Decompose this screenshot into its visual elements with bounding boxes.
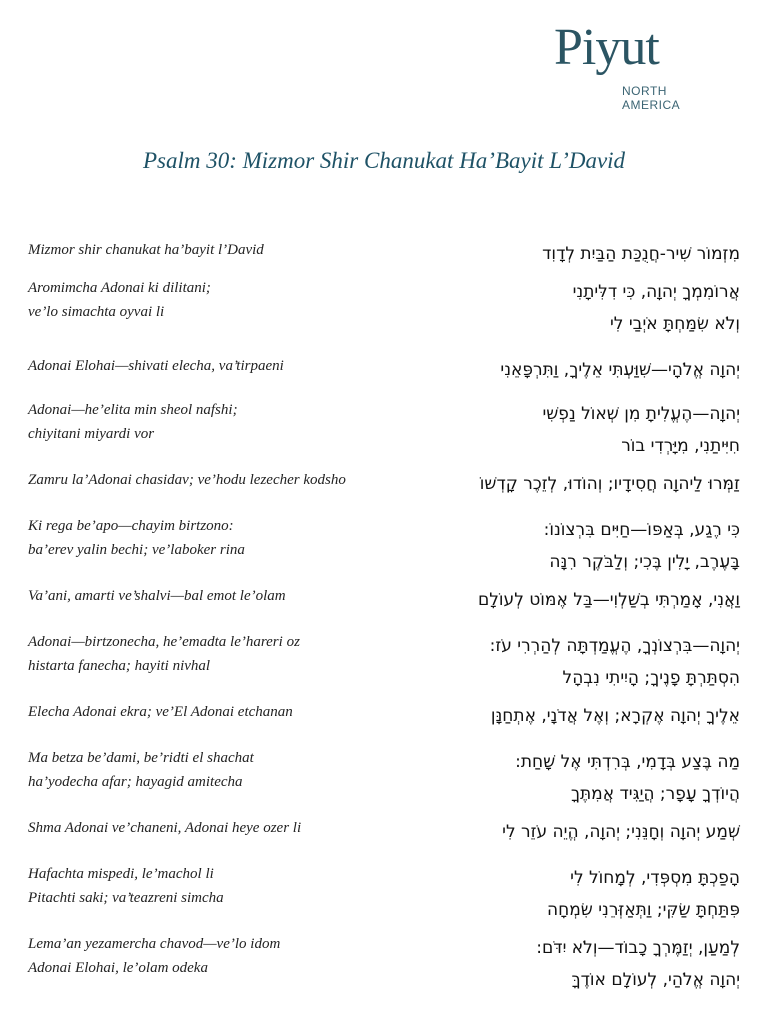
hebrew-text bbox=[388, 932, 740, 996]
verse-row bbox=[28, 932, 740, 996]
transliteration-line: Adonai Elohai, le’olam odeka bbox=[28, 960, 208, 976]
transliteration-line: histarta fanecha; hayiti nivhal bbox=[28, 658, 211, 674]
hebrew-line: מִזְמוֹר שִׁיר-חֲנֻכַּת הַבַּיִת לְדָוִד bbox=[542, 244, 740, 264]
verse-row bbox=[28, 700, 740, 732]
transliteration bbox=[28, 862, 388, 910]
verse-list bbox=[28, 238, 740, 996]
hebrew-line: בָּעֶרֶב, יָלִין בֶּכִי; וְלַבֹּקֶר רִנָּה bbox=[549, 552, 740, 572]
transliteration bbox=[28, 816, 388, 840]
hebrew-text bbox=[388, 398, 740, 462]
hebrew-text bbox=[388, 238, 740, 270]
transliteration-line: Aromimcha Adonai ki dilitani; bbox=[28, 280, 211, 296]
hebrew-text bbox=[388, 816, 740, 848]
hebrew-line: אֵלֶיךָ יְהוָה אֶקְרָא; וְאֶל אֲדֹנָי, אֶתְחַנָּן bbox=[490, 706, 740, 726]
transliteration bbox=[28, 468, 388, 492]
transliteration bbox=[28, 238, 388, 262]
transliteration-line: Mizmor shir chanukat ha’bayit l’David bbox=[28, 242, 264, 258]
hebrew-text bbox=[388, 630, 740, 694]
transliteration bbox=[28, 354, 388, 378]
transliteration-line: Zamru la’Adonai chasidav; ve’hodu lezecher kodsho bbox=[28, 472, 346, 488]
hebrew-line: מַה בֶּצַע בְּדָמִי, בְּרִדְתִּי אֶל שָׁחַת: bbox=[515, 752, 740, 772]
transliteration-line: Ki rega be’apo—chayim birtzono: bbox=[28, 518, 234, 534]
transliteration bbox=[28, 746, 388, 794]
transliteration-line: Adonai—birtzonecha, he’emadta le’hareri oz bbox=[28, 634, 300, 650]
logo-word: Piyut bbox=[554, 19, 659, 76]
hebrew-line: אֲרוֹמִמְךָ יְהוָה, כִּי דִלִּיתָנִי bbox=[572, 282, 740, 302]
verse-row bbox=[28, 862, 740, 926]
transliteration bbox=[28, 700, 388, 724]
verse-row bbox=[28, 276, 740, 340]
transliteration-line: chiyitani miyardi vor bbox=[28, 426, 155, 442]
transliteration-line: ba’erev yalin bechi; ve’laboker rina bbox=[28, 542, 245, 558]
hebrew-text bbox=[388, 862, 740, 926]
transliteration-line: Elecha Adonai ekra; ve’El Adonai etchanan bbox=[28, 704, 293, 720]
logo-subtitle: NORTH AMERICA bbox=[622, 84, 681, 112]
hebrew-line: חִיִּיתַנִי, מִיָּרְדִי בוֹר bbox=[621, 436, 740, 456]
verse-row bbox=[28, 468, 740, 500]
hebrew-line: הָפַכְתָּ מִסְפְּדִי, לְמָחוֹל לִי bbox=[570, 868, 740, 888]
transliteration bbox=[28, 584, 388, 608]
verse-row bbox=[28, 584, 740, 616]
hebrew-text bbox=[388, 514, 740, 578]
transliteration-line: Va’ani, amarti ve’shalvi—bal emot le’olam bbox=[28, 588, 286, 604]
transliteration bbox=[28, 932, 388, 980]
transliteration bbox=[28, 276, 388, 324]
transliteration-line: Ma betza be’dami, be’ridti el shachat bbox=[28, 750, 254, 766]
verse-row bbox=[28, 746, 740, 810]
hebrew-line: יְהוָה אֱלֹהַי, לְעוֹלָם אוֹדֶךָּ bbox=[571, 970, 740, 990]
transliteration-line: ve’lo simachta oyvai li bbox=[28, 304, 165, 320]
hebrew-text bbox=[388, 276, 740, 340]
hebrew-line: יְהוָה—בִּרְצוֹנְךָ, הֶעֱמַדְתָּה לְהַרְרִי עֹז: bbox=[489, 636, 740, 656]
verse-row bbox=[28, 354, 740, 386]
verse-row bbox=[28, 398, 740, 462]
transliteration bbox=[28, 398, 388, 446]
transliteration-line: Hafachta mispedi, le’machol li bbox=[28, 866, 214, 882]
page-title: Psalm 30: Mizmor Shir Chanukat Ha’Bayit L’David bbox=[142, 148, 626, 173]
transliteration-line: Adonai—he’elita min sheol nafshi; bbox=[28, 402, 238, 418]
verse-row bbox=[28, 514, 740, 578]
hebrew-line: הִסְתַּרְתָּ פָנֶיךָ; הָיִיתִי נִבְהָל bbox=[562, 668, 740, 688]
hebrew-line: יְהוָה—הֶעֱלִיתָ מִן שְׁאוֹל נַפְשִׁי bbox=[542, 404, 740, 424]
hebrew-line: שְׁמַע יְהוָה וְחָנֵּנִי; יְהוָה, הֱיֵה עֹזֵר לִי bbox=[502, 822, 740, 842]
hebrew-line: לְמַעַן, יְזַמֶּרְךָ כָבוֹד—וְלֹא יִדֹּם: bbox=[536, 938, 740, 958]
hebrew-text bbox=[388, 354, 740, 386]
hebrew-text bbox=[388, 700, 740, 732]
transliteration-line: ha’yodecha afar; hayagid amitecha bbox=[28, 774, 243, 790]
hebrew-line: וַאֲנִי, אָמַרְתִּי בְשַׁלְוִי—בַּל אֶמּוֹט לְעוֹלָם bbox=[477, 590, 740, 610]
hebrew-line: וְלֹא שִׂמַּחְתָּ אֹיְבַי לִי bbox=[610, 314, 740, 334]
transliteration-line: Adonai Elohai—shivati elecha, va’tirpaeni bbox=[28, 358, 284, 374]
verse-row bbox=[28, 816, 740, 848]
hebrew-text bbox=[388, 584, 740, 616]
hebrew-text bbox=[388, 468, 740, 500]
hebrew-line: זַמְּרוּ לַיהוָה חֲסִידָיו; וְהוֹדוּ, לְזֵכֶר קָדְשׁוֹ bbox=[479, 474, 740, 494]
verse-row bbox=[28, 630, 740, 694]
piyut-logo bbox=[552, 19, 728, 112]
hebrew-line: כִּי רֶגַע, בְּאַפּוֹ—חַיִּים בִּרְצוֹנוֹ: bbox=[543, 520, 740, 540]
transliteration-line: Shma Adonai ve’chaneni, Adonai heye ozer li bbox=[28, 820, 302, 836]
hebrew-line: פִּתַּחְתָּ שַׂקִּי; וַתְּאַזְּרֵנִי שִׂמְחָה bbox=[547, 900, 740, 920]
hebrew-text bbox=[388, 746, 740, 810]
transliteration-line: Lema’an yezamercha chavod—ve’lo idom bbox=[28, 936, 281, 952]
transliteration bbox=[28, 514, 388, 562]
transliteration-line: Pitachti saki; va’teazreni simcha bbox=[28, 890, 224, 906]
hebrew-line: הֲיוֹדְךָ עָפָר; הֲיַגִּיד אֲמִתֶּךָ bbox=[570, 784, 740, 804]
transliteration bbox=[28, 630, 388, 678]
hebrew-line: יְהוָה אֱלֹהָי—שִׁוַּעְתִּי אֵלֶיךָ, וַתִּרְפָּאֵנִי bbox=[500, 360, 740, 380]
verse-row bbox=[28, 238, 740, 270]
